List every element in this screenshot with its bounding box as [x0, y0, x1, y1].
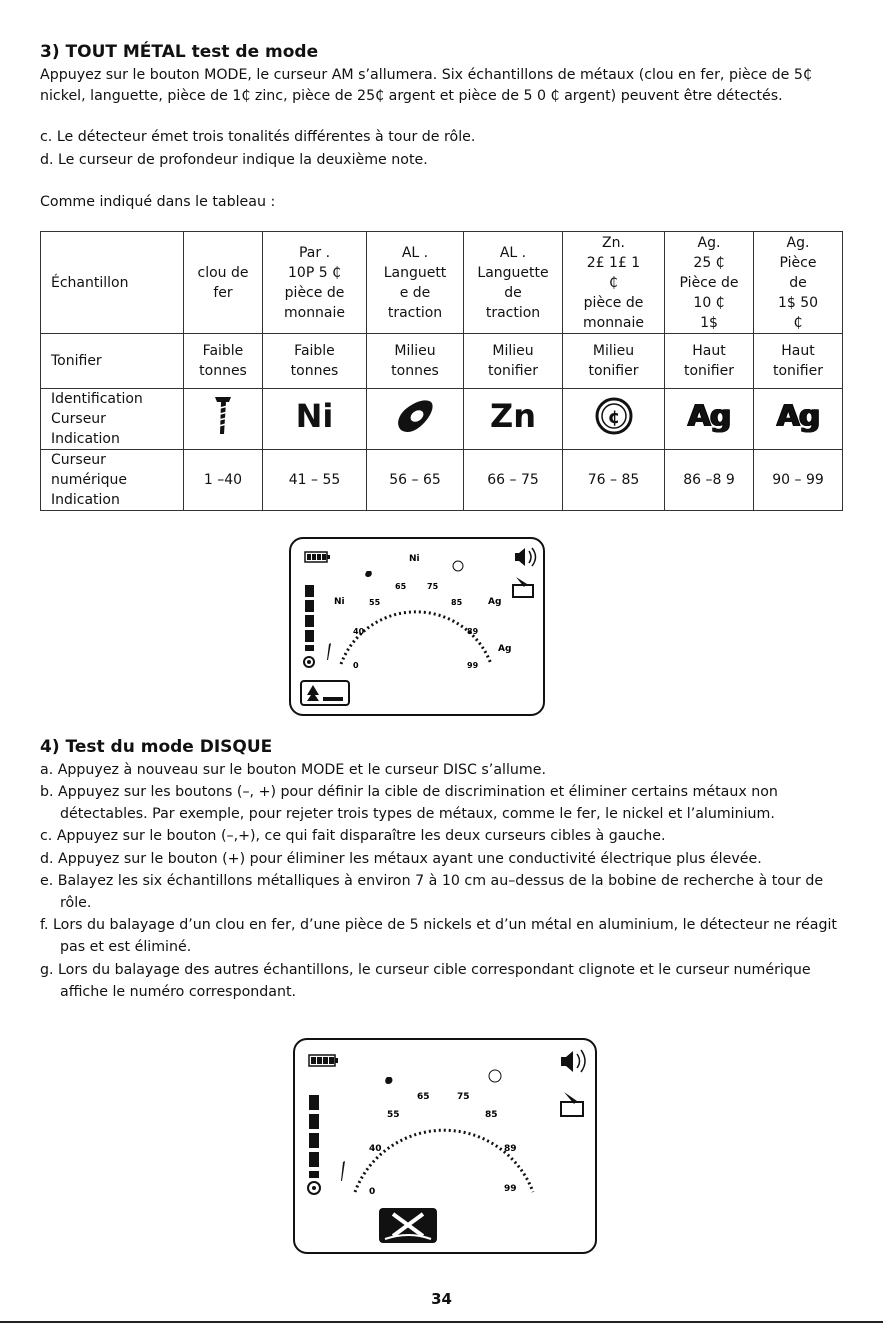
range-cell: 76 – 85	[563, 450, 665, 511]
silver-symbol: Ag	[665, 389, 754, 450]
range-cell: 90 – 99	[754, 450, 843, 511]
lcd1-left-label: Ni	[334, 597, 345, 607]
sample-cell: Zn. 2£ 1£ 1 ₵ pièce de monnaie	[563, 232, 665, 334]
sample-cell: AL . Languette de traction	[464, 232, 563, 334]
section3-title: 3) TOUT MÉTAL test de mode	[40, 42, 319, 62]
speaker-icon	[561, 1050, 585, 1072]
metal-sample-table	[40, 231, 843, 511]
dial-scale	[341, 612, 491, 664]
section4-item-a: a. Appuyez à nouveau sur le bouton MODE et le curseur DISC s’allume.	[40, 762, 546, 778]
depth-bars	[305, 585, 314, 651]
lcd1-scale-0: 0	[353, 661, 359, 670]
zinc-symbol: Zn	[464, 389, 563, 450]
table-row-tone	[41, 334, 843, 389]
section4-item-b2: détectables. Par exemple, pour rejeter trois types de métaux, comme le fer, le nickel et l’aluminium.	[60, 806, 775, 822]
small-screw-icon	[341, 1161, 345, 1181]
sample-cell: Ag. Pièce de 1$ 50 ₵	[754, 232, 843, 334]
sample-cell: clou de fer	[184, 232, 263, 334]
section3-item-c: c. Le détecteur émet trois tonalités différentes à tour de rôle.	[40, 129, 476, 145]
tone-cell: Faible tonnes	[184, 334, 263, 389]
lcd2-scale-85: 85	[485, 1110, 498, 1120]
table-row-numeric	[41, 450, 843, 511]
sample-cell: AL . Languett e de traction	[367, 232, 464, 334]
lcd1-right-label-upper: Ag	[488, 597, 502, 607]
section4-item-g1: g. Lors du balayage des autres échantillons, le curseur cible correspondant clignote et le curseur numérique	[40, 962, 811, 978]
row-label-tone: Tonifier	[41, 334, 184, 389]
lcd2-scale-0: 0	[369, 1187, 376, 1197]
section3-intro-line2: nickel, languette, pièce de 1₵ zinc, pièce de 25₵ argent et pièce de 5 0 ₵ argent) peuvent être détectés.	[40, 88, 783, 104]
dial-scale	[355, 1130, 533, 1192]
range-cell: 41 – 55	[263, 450, 367, 511]
section3-intro-line1: Appuyez sur le bouton MODE, le curseur AM s’allumera. Six échantillons de métaux (clou en fer, pièce de 5₵	[40, 67, 812, 83]
pinpoint-icon	[513, 577, 533, 597]
tone-cell: Milieu tonnes	[367, 334, 464, 389]
section4-item-b1: b. Appuyez sur les boutons (–, +) pour définir la cible de discrimination et éliminer certains métaux non	[40, 784, 778, 800]
sample-cell: Par . 10P 5 ₵ pièce de monnaie	[263, 232, 367, 334]
lcd2-scale-65: 65	[417, 1092, 430, 1102]
nickel-symbol: Ni	[263, 389, 367, 450]
lcd1-scale-85: 85	[451, 598, 463, 607]
screw-icon	[184, 389, 263, 450]
lcd2-scale-99: 99	[504, 1184, 517, 1194]
lcd2-scale-40: 40	[369, 1144, 382, 1154]
range-cell: 56 – 65	[367, 450, 464, 511]
lcd1-scale-99: 99	[467, 661, 479, 670]
section4-item-c: c. Appuyez sur le bouton (–,+), ce qui fait disparaître les deux curseurs cibles à gauche.	[40, 828, 666, 844]
battery-icon	[309, 1055, 338, 1066]
lcd2-scale-75: 75	[457, 1092, 470, 1102]
coin-icon	[563, 389, 665, 450]
tone-cell: Haut tonifier	[665, 334, 754, 389]
lcd1-coin-icon	[453, 561, 463, 571]
table-intro: Comme indiqué dans le tableau :	[40, 194, 276, 210]
page-number: 34	[431, 1290, 452, 1308]
svg-text:¢: ¢	[607, 407, 620, 428]
footer-rule	[0, 1321, 883, 1323]
section3-item-d: d. Le curseur de profondeur indique la deuxième note.	[40, 152, 428, 168]
table-row-sample	[41, 232, 843, 334]
lcd1-scale-65: 65	[395, 582, 407, 591]
ground-balance-icon	[301, 681, 349, 705]
depth-bars	[309, 1095, 319, 1178]
lcd1-scale-75: 75	[427, 582, 439, 591]
lcd1-right-label-lower: Ag	[498, 644, 512, 654]
section4-item-g2: affiche le numéro correspondant.	[60, 984, 297, 1000]
lcd2-scale-55: 55	[387, 1110, 400, 1120]
lcd1-scale-40: 40	[353, 627, 365, 636]
lcd2-scale-89: 89	[504, 1144, 517, 1154]
target-icon	[308, 1182, 320, 1194]
sample-cell: Ag. 25 ₵ Pièce de 10 ₵ 1$	[665, 232, 754, 334]
section4-item-e2: rôle.	[60, 895, 92, 911]
speaker-icon	[515, 548, 536, 566]
tone-cell: Milieu tonifier	[563, 334, 665, 389]
lcd1-top-label: Ni	[409, 554, 420, 564]
range-cell: 86 –8 9	[665, 450, 754, 511]
silver-symbol: Ag	[754, 389, 843, 450]
pull-tab-icon	[367, 389, 464, 450]
target-icon	[304, 657, 314, 667]
disc-mode-icon	[379, 1208, 437, 1243]
lcd1-pull-tab-icon	[365, 571, 372, 577]
section4-item-d: d. Appuyez sur le bouton (+) pour éliminer les métaux ayant une conductivité électrique plus élevée.	[40, 851, 762, 867]
range-cell: 66 – 75	[464, 450, 563, 511]
battery-icon	[305, 552, 330, 562]
tone-cell: Haut tonifier	[754, 334, 843, 389]
lcd-display-all-metal	[289, 537, 545, 716]
section4-title: 4) Test du mode DISQUE	[40, 737, 273, 757]
pinpoint-icon	[561, 1092, 583, 1116]
small-screw-icon	[327, 643, 331, 660]
row-label-numeric: Curseur numérique Indication	[41, 450, 184, 511]
lcd-display-disc	[293, 1038, 597, 1254]
table-row-identification	[41, 389, 843, 450]
lcd2-pull-tab-icon	[385, 1077, 392, 1084]
section4-item-f1: f. Lors du balayage d’un clou en fer, d’une pièce de 5 nickels et d’un métal en aluminium, le détecteur ne réagit	[40, 917, 837, 933]
range-cell: 1 –40	[184, 450, 263, 511]
tone-cell: Milieu tonifier	[464, 334, 563, 389]
row-label-identification: Identification Curseur Indication	[41, 389, 184, 450]
tone-cell: Faible tonnes	[263, 334, 367, 389]
lcd1-scale-89: 89	[467, 627, 479, 636]
row-label-sample: Échantillon	[41, 232, 184, 334]
section4-item-e1: e. Balayez les six échantillons métalliques à environ 7 à 10 cm au–dessus de la bobine de recherche à tour de	[40, 873, 824, 889]
lcd2-coin-icon	[489, 1070, 501, 1082]
lcd1-scale-55: 55	[369, 598, 381, 607]
section4-item-f2: pas et est éliminé.	[60, 939, 192, 955]
